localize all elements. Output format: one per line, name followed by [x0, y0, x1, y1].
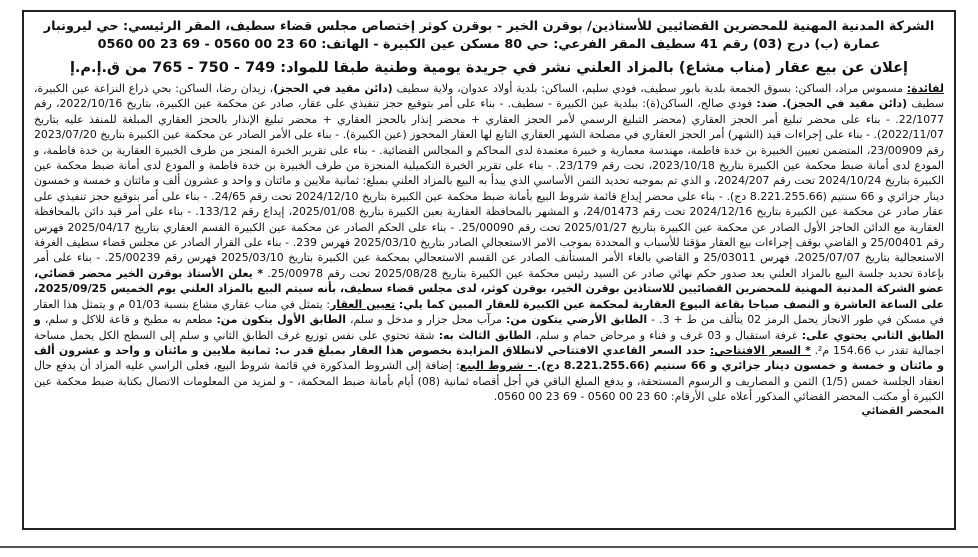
second-floor-text: غرفة استقبال و 03 غرف و فناء و مرحاض حمام و سلم،	[531, 328, 802, 342]
first-floor-label: الطابق الأول يتكون من:	[216, 313, 346, 327]
creditor-note-2: (دائن مقيد في الحجز).	[782, 97, 908, 111]
beneficiary-label: لفائدة:	[906, 82, 944, 95]
body-text-2: ، زيدان رضا، الساكن: بحي ذراع النزاعة عين الكبيرة، سطيف	[34, 82, 944, 111]
signature: المحضر القضائي	[861, 405, 944, 417]
second-floor-label: و الطابق الثاني يحتوي على:	[34, 313, 944, 342]
sale-announcement: * يعلن الأستاذ بوقرن الخير محضر قضائي، عضو الشركة المدنية المهنية للمحضرين القضائيين للاستاذين بوقرن الخير، بوقرن كوثر، لدى مجلس قضاء سطيف، بأنه سيتم البيع بالمزاد العلني يوم الخميس 2025/09/25، على الساعة العاشرة و النصف صباحا بقاعة البيوع العقارية لمحكمة عين الكبيرة للعقار المبين كما يلي:	[34, 266, 945, 311]
ground-floor-label: الطابق الأرضي يتكون من:	[506, 313, 648, 327]
first-floor-text: مطعم به مطبخ و قاعة للاكل و سلم،	[40, 313, 217, 327]
creditor-note-1: (دائن مقيد في الحجز)	[273, 82, 393, 95]
announcement-frame	[22, 10, 956, 530]
announcement-title: إعلان عن بيع عقار (مناب مشاع) بالمزاد العلني نشر في جريدة يومية وطنية طبقا للمواد: 749 - 750 - 765 من ق.إ.م.إ	[69, 60, 909, 76]
property-text: : يتمثل في مناب عقاري مشاع بنسبة 01/03 م و يتمثل هذا العقار في مسكن في طور الانجاز يحمل الرمز 02 يتألف من ط + 3. -	[34, 297, 945, 327]
office-header-line-2: عمارة (ب) درج (03) رقم 41 سطيف المقر الفرعي: حي 80 مسكن عين الكبيرة - الهاتف: 60 23 00 0560 - 69 23 00 0560	[97, 37, 881, 52]
third-floor-label: الطابق الثالث به:	[438, 328, 532, 342]
property-label: تعيين العقار	[330, 297, 396, 311]
third-floor-text: شقة تحتوي على نفس توزيع غرف الطابق الثاني و سلم إلى السطح الكل يحمل مساحة اجمالية تقدر ب 154.66 م².	[34, 328, 944, 357]
sale-terms-label: - شروط البيع	[459, 359, 537, 373]
office-header-line-1: الشركة المدنية المهنية للمحضرين القضائيين للأستاذين/ بوقرن الخير - بوقرن كوثر إختصاص مجلس قضاء سطيف، المقر الرئيسي: حي ليرونبار	[43, 19, 935, 34]
bottom-divider	[0, 546, 978, 548]
body-text-1: مسموس مراد، الساكن: بسوق الجمعة بلدية بابور سطيف، فودي سليم، الساكن: بلدية أولاد عدوان، ولاية سطيف	[392, 82, 907, 95]
sale-terms-text: : إضافة إلى الشروط المذكورة في قائمة شروط البيع، فعلى الراسي عليه المزاد أن يدفع حال انعقاد الجلسة خمس (1/5) الثمن و المصاريف و الرسوم المستحقة، و يدفع المبلغ الباقي في أجل أقصاه ثمانية (08) أيام بأمانة ضبط المحكمة، - و لمزيد من المعلومات الاتصال بكتابة ضبط محكمة عين الكبيرة أو مكتب المحضر القضائي المذكور أعلاه على الأرقام: 60 23 00 0560 - 69 23 00 0560.	[34, 359, 944, 404]
against-label: ضد:	[756, 97, 783, 111]
opening-price-text: حدد السعر القاعدي الافتتاحي لانطلاق المزايدة بخصوص هذا العقار بمبلغ قدر ب: ثمانية ملايين و مائتان و واحد و عشرون ألف و مائتان و خمسة و خمسون دينار جزائري و 66 سنتيم (8.221.255.66 دج).	[34, 343, 944, 373]
opening-price-label: * السعر الافتتاحي:	[709, 343, 811, 357]
announcement-body	[34, 81, 944, 405]
ground-floor-text: مرآب محل جزار و مدخل و سلم،	[345, 313, 507, 327]
body-text-3: فودي صالح، الساكن(ة): ببلدية عين الكبيرة - سطيف. - بناء على أمر بتوقيع حجز تنفيذي على عقار، صادر عن محكمة عين الكبيرة، بتاريخ 2022/10/16، رقم 22/1077. - بناء على محضر تبليغ أمر الحجز العقاري (محضر التبليغ الرسمي لأمر الحجز العقاري + محضر إنذار بالحجز العقاري + محضر تبليغ الإنذار بالحجز العقاري المبلغة للمنفذ عليه بتاريخ 2022/11/07). - بناء على إجراءات قيد (الشهر) أمر الحجز العقاري في مصلحة الشهر العقاري التابع لها العقار المحجوز (عين الكبيرة). - بناء على الأمر الصادر عن محكمة عين الكبيرة بتاريخ 2023/07/20 رقم 23/00909، المتضمن تعيين الخبيرة بن خدة فاطمة، مهندسة معمارية و خبيرة معتمدة لدى المحاكم و المجالس القضائية. - بناء على تقرير الخبرة المنجز من طرف الخبيرة العقارية بن خدة فاطمة، و المودع لدى أمانة ضبط محكمة عين الكبيرة بتاريخ 2023/10/18، تحت رقم 23/179. - بناء على تقرير الخبرة التكميلية المنجزة من طرف الخبيرة بن خدة فاطمة و المودع لدى أمانة ضبط محكمة عين الكبيرة بتاريخ 2024/10/24 تحت رقم 2024/207، و الذي تم بموجبه تحديد الثمن الأساسي الذي يبدأ به البيع بالمزاد العلني بمبلغ: ثمانية ملايين و مائتان و واحد و عشرون ألف و مائتان و خمسة و خمسون دينار جزائري و 66 سنتيم (8.221.255.66 دج). - بناء على محضر إيداع قائمة شروط البيع بأمانة ضبط محكمة عين الكبيرة بتاريخ 2024/12/10 تحت رقم 24/65. - بناء على أمر بتوقيع حجز تنفيذي على عقار صادر عن محكمة عين الكبيرة بتاريخ 2024/12/16 تحت رقم 24/01473، و المشهر بالمحافظة العقارية بعين الكبيرة بتاريخ 2025/01/08، إيداع رقم 133/12. - بناء على أمر قيد دائن بالمحافظة العقارية مع الدائن الحاجز الأول الصادر عن محكمة عين الكبيرة بتاريخ 2025/01/27 تحت رقم 25/00090. - بناء على الحكم الصادر عن محكمة عين الكبيرة القسم العقاري بتاريخ 2025/04/17 فهرس رقم 25/00401 و القاضي بوقف إجراءات بيع العقار مؤقتا للأسباب و المحددة بموجب الامر الاستعجالي الصادر بتاريخ 2025/03/10 فهرس 239. - بناء على القرار الصادر عن مجلس قضاء سطيف الغرفة الاستعجالية بتاريخ 2025/07/07، فهرس 25/03011 و القاضي بالغاء الأمر المستأنف الصادر عن القسم الاستعجالي بمحكمة عين الكبيرة بتاريخ 2025/03/10 فهرس رقم 25/00239. - بناء على أمر بإعادة تحديد جلسة البيع بالمزاد العلني بعد صدور حكم نهائي صادر عن السيد رئيس محكمة عين الكبيرة بتاريخ 2025/08/28 تحت رقم 25/00978.	[34, 97, 945, 280]
